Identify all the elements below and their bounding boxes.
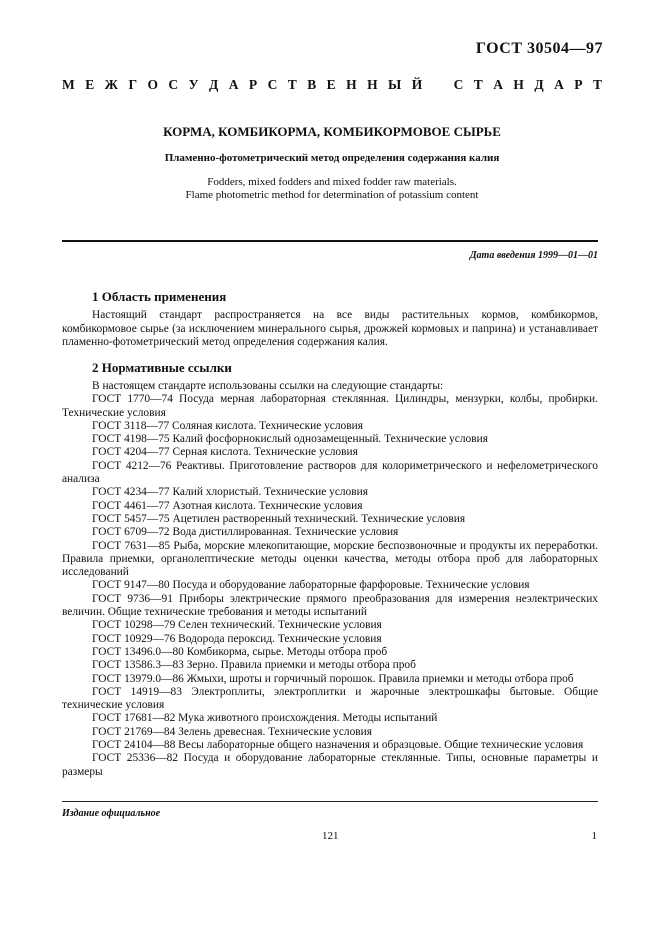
banner-letter: В [307, 77, 317, 92]
banner-letter: Д [208, 77, 219, 92]
reference-item: ГОСТ 3118—77 Соляная кислота. Технические условия [92, 419, 363, 432]
gost-number: ГОСТ 30504—97 [475, 40, 603, 57]
references-items [62, 393, 598, 779]
banner-letter: Д [534, 77, 544, 92]
banner-letter: У [188, 77, 199, 92]
banner-letter: Н [513, 77, 524, 92]
reference-item: ГОСТ 10298—79 Селен технический. Технические условия [92, 619, 382, 632]
banner-letter: М [62, 77, 75, 92]
banner-letter: Т [592, 77, 602, 92]
english-title [62, 176, 602, 202]
banner-letter: Й [411, 77, 423, 92]
reference-item: ГОСТ 13496.0—80 Комбикорма, сырье. Методы отбора проб [92, 645, 388, 658]
reference-item: ГОСТ 24104—88 Весы лабораторные общего назначения и образцовые. Общие технические условия [92, 739, 584, 752]
banner-letter: Т [287, 77, 297, 92]
reference-item: ГОСТ 4461—77 Азотная кислота. Технические условия [92, 499, 363, 512]
reference-item: ГОСТ 13979.0—86 Жмыхи, шроты и горчичный порошок. Правила приемки и методы отбора проб [92, 672, 574, 685]
reference-item: ГОСТ 1770—74 Посуда мерная лабораторная стеклянная. Цилиндры, мензурки, колбы, пробирки. Технические условия [62, 393, 598, 419]
english-title-line-1: Fodders, mixed fodders and mixed fodder raw materials. [207, 176, 457, 188]
banner-letter: Г [128, 77, 138, 92]
reference-item: ГОСТ 21769—84 Зелень древесная. Технические условия [92, 725, 372, 738]
reference-item: ГОСТ 6709—72 Вода дистиллированная. Технические условия [92, 526, 399, 539]
references-lead: В настоящем стандарте использованы ссылки на следующие стандарты: [92, 380, 444, 392]
english-title-line-2: Flame photometric method for determination of potassium content [185, 189, 479, 201]
reference-item: ГОСТ 17681—82 Мука животного происхождения. Методы испытаний [92, 712, 438, 725]
page-number: 121 [322, 830, 339, 842]
banner-letter: Т [473, 77, 483, 92]
reference-item: ГОСТ 4212—76 Реактивы. Приготовление растворов для колориметрического и нефелометрического анализа [62, 459, 598, 486]
reference-item: ГОСТ 14919—83 Электроплиты, электроплитки и жарочные электрошкафы бытовые. Общие технические условия [62, 685, 598, 712]
reference-item: ГОСТ 4234—77 Калий хлористый. Технические условия [92, 486, 368, 499]
references-list [62, 380, 598, 779]
banner-letter: Е [326, 77, 336, 92]
section-1-text: Настоящий стандарт распространяется на все виды растительных кормов, комбикормов, комбикормовое сырье (за исключением минерального сырья, дрожжей кормовых и паприна) и устанавливает пламенно-фотометрический метод определения содержания калия. [62, 309, 598, 349]
banner-letter: Ы [388, 77, 402, 92]
document-subtitle: Пламенно-фотометрический метод определения содержания калия [164, 152, 500, 164]
banner-letter: А [228, 77, 239, 92]
reference-item: ГОСТ 5457—75 Ацетилен растворенный технический. Технические условия [92, 512, 466, 525]
banner-letter: Е [85, 77, 95, 92]
reference-item: ГОСТ 13586.3—83 Зерно. Правила приемки и методы отбора проб [92, 659, 416, 672]
banner-letter: А [554, 77, 564, 92]
banner-letter: Н [346, 77, 357, 92]
banner-letter: А [493, 77, 503, 92]
banner-letter: Н [367, 77, 378, 92]
reference-item: ГОСТ 9147—80 Посуда и оборудование лабораторные фарфоровые. Технические условия [92, 579, 530, 592]
interstate-standard-banner [62, 77, 602, 93]
reference-item: ГОСТ 4198—75 Калий фосфорнокислый однозамещенный. Технические условия [92, 433, 488, 446]
reference-item: ГОСТ 9736—91 Приборы электрические прямого преобразования для измерения неэлектрических величин. Общие технические требования и методы испытаний [62, 592, 598, 619]
reference-item: ГОСТ 25336—82 Посуда и оборудование лабораторные стеклянные. Типы, основные параметры и размеры [62, 752, 598, 778]
document-title: КОРМА, КОМБИКОРМА, КОМБИКОРМОВОЕ СЫРЬЕ [163, 124, 501, 139]
banner-letter: Р [248, 77, 258, 92]
section-2-heading: 2 Нормативные ссылки [92, 360, 232, 375]
reference-item: ГОСТ 4204—77 Серная кислота. Технические условия [92, 446, 358, 459]
reference-item: ГОСТ 7631—85 Рыба, морские млекопитающие, морские беспозвоночные и продукты их переработки. Правила приемки, органолептические методы оценки качества, методы отбора проб для лабораторных исследований [62, 539, 598, 579]
banner-letter: С [453, 77, 464, 92]
banner-letter: О [147, 77, 158, 92]
footer-divider [62, 801, 598, 802]
banner-letter: С [267, 77, 278, 92]
banner-letter: Р [574, 77, 583, 92]
introduction-date: Дата введения 1999—01—01 [469, 250, 598, 261]
sheet-number: 1 [591, 830, 597, 842]
official-edition-label: Издание официальное [62, 808, 161, 819]
banner-letter: С [168, 77, 179, 92]
reference-item: ГОСТ 10929—76 Водорода пероксид. Технические условия [92, 632, 382, 645]
header-divider [62, 240, 598, 242]
section-1-heading: 1 Область применения [92, 289, 227, 304]
banner-letter: Ж [104, 77, 118, 92]
